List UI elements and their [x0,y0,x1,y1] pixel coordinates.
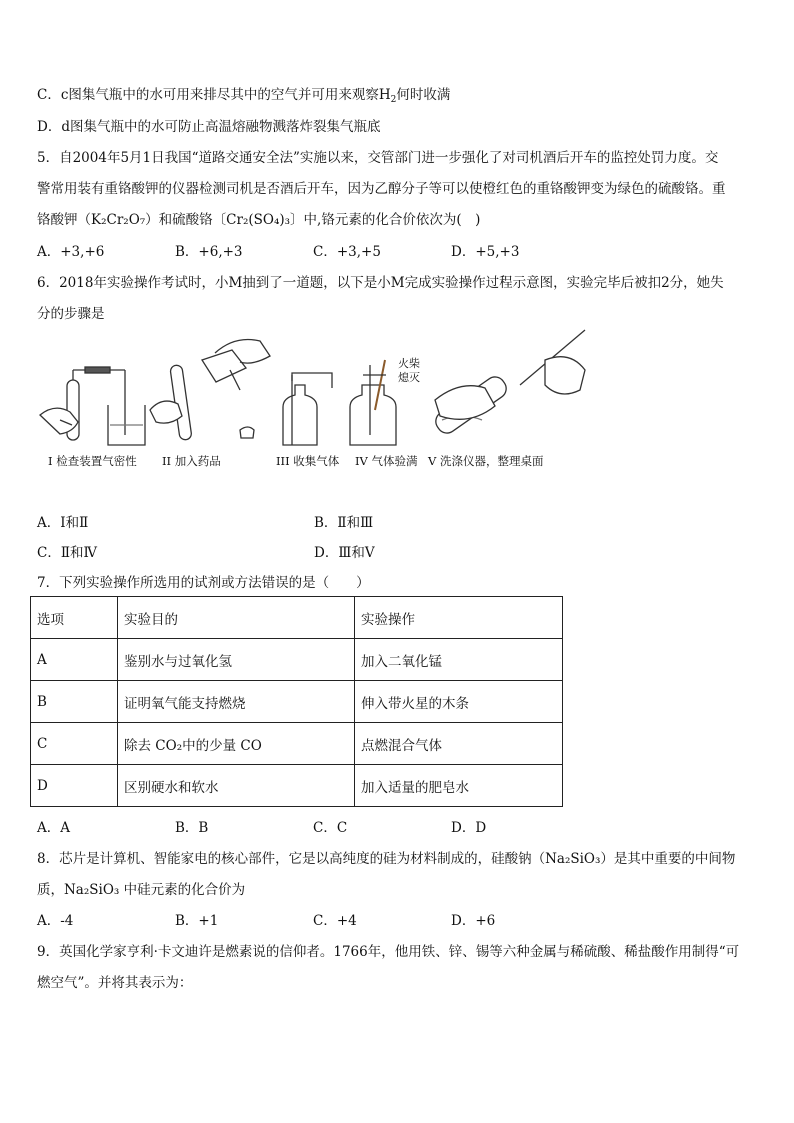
q8-option-b: B．+1 [175,913,219,929]
q7-stem: 7．下列实验操作所选用的试剂或方法错误的是（ ） [37,575,370,591]
q7-options [37,816,486,836]
q8-option-c: C．+4 [313,913,357,929]
table-row [31,723,563,765]
caption-step-3: III 收集气体 [276,454,340,468]
table-row [31,639,563,681]
q6-option-c: C．Ⅱ和Ⅳ [37,545,97,561]
q8-stem-line1: 8．芯片是计算机、智能家电的核心部件，它是以高纯度的硅为材料制成的，硅酸钠（Na₂SiO₃）是其中重要的中间物 [37,851,736,867]
q5-stem-line1: 5．自2004年5月1日我国“道路交通安全法”实施以来，交管部门进一步强化了对司机酒后开车的监控处罚力度。交 [37,150,719,166]
q7-option-b: B．B [175,820,209,836]
q5-stem-line3: 铬酸钾（K₂Cr₂O₇）和硫酸铬〔Cr₂(SO₄)₃〕中,铬元素的化合价依次为( ) [37,212,481,228]
table-header-cell: 实验操作 [355,597,563,639]
q6-option-a: A．Ⅰ和Ⅱ [37,515,89,531]
q6-option-b: B．Ⅱ和Ⅲ [314,515,374,531]
table-cell: 证明氧气能支持燃烧 [118,681,355,723]
q5-options [37,240,519,260]
q4-option-d: D．d图集气瓶中的水可防止高温熔融物溅落炸裂集气瓶底 [37,119,381,135]
q8-options [37,909,495,929]
q5-option-a: A．+3,+6 [37,244,105,260]
q5-stem-line2: 警常用装有重铬酸钾的仪器检测司机是否酒后开车，因为乙醇分子等可以使橙红色的重铬酸钾变为绿色的硫酸铬。重 [37,181,726,197]
gas-full-check-drawing [350,360,396,445]
q7-option-a: A．A [37,820,70,836]
q7-option-c: C．C [313,820,348,836]
q5-option-d: D．+5,+3 [451,244,520,260]
table-cell: 除去 CO₂中的少量 CO [118,723,355,765]
fire-label-match: 火柴 [398,357,420,370]
table-cell: 伸入带火星的木条 [355,681,563,723]
table-row [31,681,563,723]
table-cell: 区别硬水和软水 [118,765,355,807]
caption-step-5: V 洗涤仪器，整理桌面 [428,454,544,468]
table-row [31,765,563,807]
fire-label-out: 熄灭 [398,371,420,384]
table-header-cell: 选项 [31,597,118,639]
collect-gas-drawing [283,373,332,445]
add-reagent-drawing [150,340,270,441]
q4-option-c: C．c图集气瓶中的水可用来排尽其中的空气并可用来观察$H_2$何时收满 [37,87,451,105]
table-cell: C [31,723,118,765]
airtightness-check-drawing [40,367,145,445]
caption-step-2: II 加入药品 [162,454,221,468]
caption-step-4: IV 气体验满 [355,454,418,468]
q5-option-b: B．+6,+3 [175,244,243,260]
q9-stem-line2: 燃空气”。并将其表示为： [37,975,193,991]
table-cell: 鉴别水与过氧化氢 [118,639,355,681]
q7-option-d: D．D [451,820,487,836]
table-cell: 点燃混合气体 [355,723,563,765]
q6-option-d: D．Ⅲ和Ⅴ [314,545,375,561]
table-cell: 加入二氧化锰 [355,639,563,681]
q7-table [30,596,563,807]
table-cell: D [31,765,118,807]
table-header-cell: 实验目的 [118,597,355,639]
q8-option-d: D．+6 [451,913,496,929]
q8-option-a: A．-4 [37,913,74,929]
q8-stem-line2: 质，Na₂SiO₃ 中硅元素的化合价为 [37,882,246,898]
q5-option-c: C．+3,+5 [313,244,381,260]
q6-stem-line2: 分的步骤是 [37,306,105,322]
q6-options-row1 [37,511,373,531]
wash-instruments-drawing [432,330,585,437]
table-cell: 加入适量的肥皂水 [355,765,563,807]
q9-stem-line1: 9．英国化学家亨利·卡文迪许是燃素说的信仰者。1766年，他用铁、锌、锡等六种金属与稀硫酸、稀盐酸作用制得“可 [37,944,740,960]
table-cell: B [31,681,118,723]
caption-step-1: I 检查装置气密性 [48,454,137,468]
table-header-row [31,597,563,639]
q6-options-row2 [37,541,375,561]
q6-stem-line1: 6．2018年实验操作考试时，小M抽到了一道题，以下是小M完成实验操作过程示意图，实验完毕后被扣2分，她失 [37,275,724,291]
table-cell: A [31,639,118,681]
